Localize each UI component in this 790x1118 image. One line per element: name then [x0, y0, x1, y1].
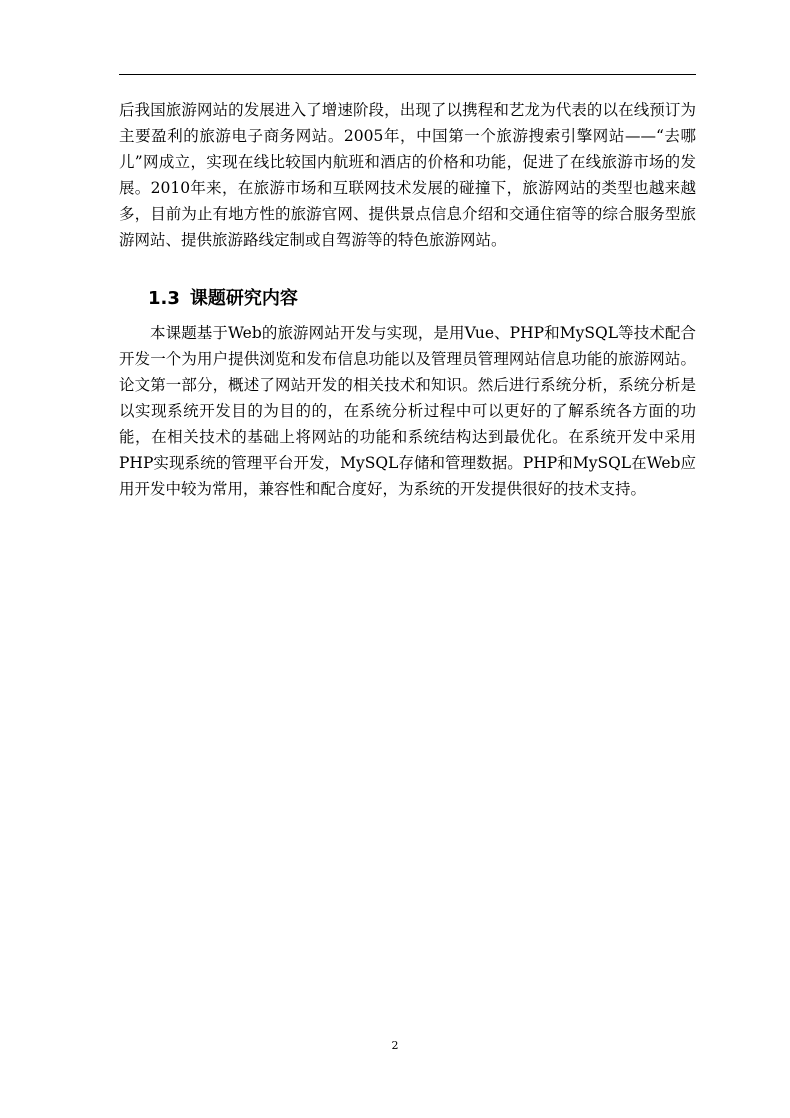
header-rule: [119, 74, 696, 75]
body-paragraph-2: 本课题基于Web的旅游网站开发与实现，是用Vue、PHP和MySQL等技术配合开发一个为用户提供浏览和发布信息功能以及管理员管理网站信息功能的旅游网站。论文第一部分，概述了网站开发的相关技术和知识。然后进行系统分析，系统分析是以实现系统开发目的为目的的，在系统分析过程中可以更好的了解系统各方面的功能，在相关技术的基础上将网站的功能和系统结构达到最优化。在系统开发中采用PHP实现系统的管理平台开发，MySQL存储和管理数据。PHP和MySQL在Web应用开发中较为常用，兼容性和配合度好，为系统的开发提供很好的技术支持。: [119, 324, 696, 498]
section-number: 1.3: [148, 288, 180, 309]
section-title: 课题研究内容: [189, 288, 298, 309]
section-heading: [148, 284, 298, 314]
page-number: 2: [391, 1039, 399, 1052]
body-paragraph-1: 后我国旅游网站的发展进入了增速阶段，出现了以携程和艺龙为代表的以在线预订为主要盈利的旅游电子商务网站。2005年，中国第一个旅游搜索引擎网站——“去哪儿”网成立，实现在线比较国内航班和酒店的价格和功能，促进了在线旅游市场的发展。2010年来，在旅游市场和互联网技术发展的碰撞下，旅游网站的类型也越来越多，目前为止有地方性的旅游官网、提供景点信息介绍和交通住宿等的综合服务型旅游网站、提供旅游路线定制或自驾游等的特色旅游网站。: [119, 101, 696, 249]
